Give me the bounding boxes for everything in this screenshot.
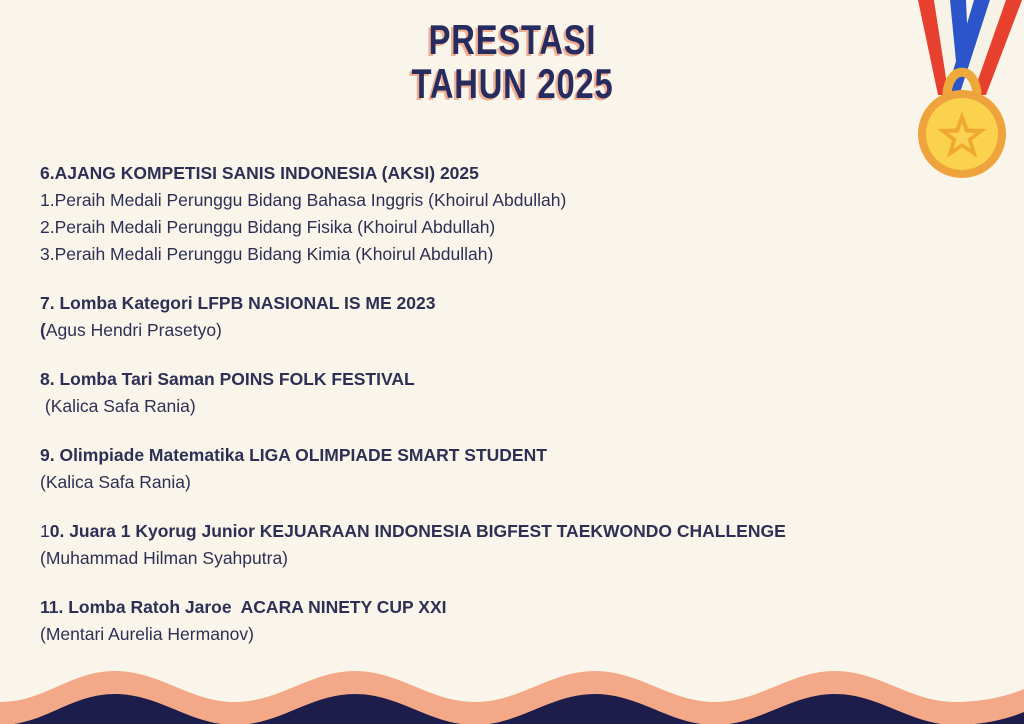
section-line [40, 187, 990, 214]
achievement-list [40, 160, 990, 670]
section-line [40, 469, 990, 496]
section-title [40, 518, 990, 545]
text-segment: (Kalica Safa Rania) [40, 396, 196, 416]
text-segment: 1.Peraih Medali Perunggu Bidang Bahasa Inggris (Khoirul Abdullah) [40, 190, 567, 210]
section-line [40, 393, 990, 420]
text-segment: 11. Lomba Ratoh Jaroe ACARA NINETY CUP XXI [40, 597, 447, 617]
text-segment: 6.AJANG KOMPETISI SANIS INDONESIA (AKSI) 2025 [40, 163, 479, 183]
text-segment: Agus Hendri Prasetyo) [45, 320, 222, 340]
text-segment: ( [40, 320, 46, 340]
title-line-1: PRESTASI [428, 16, 596, 63]
text-segment: (Muhammad Hilman Syahputra) [40, 548, 289, 568]
section-line [40, 241, 990, 268]
achievement-section [40, 518, 990, 572]
achievement-section [40, 366, 990, 420]
section-title [40, 594, 990, 621]
section-title [40, 366, 990, 393]
achievement-section [40, 290, 990, 344]
text-segment: (Mentari Aurelia Hermanov) [40, 624, 254, 644]
text-segment: 9. Olimpiade Matematika LIGA OLIMPIADE SMART STUDENT [40, 445, 547, 465]
waves-decoration [0, 634, 1024, 724]
text-segment: 3.Peraih Medali Perunggu Bidang Kimia (Khoirul Abdullah) [40, 244, 494, 264]
achievement-section [40, 442, 990, 496]
page-title [0, 18, 1024, 106]
text-segment: 8. Lomba Tari Saman POINS FOLK FESTIVAL [40, 369, 415, 389]
text-segment: 1 [40, 521, 50, 541]
gold-medal-icon [900, 0, 1024, 180]
section-line [40, 545, 990, 572]
text-segment: 2.Peraih Medali Perunggu Bidang Fisika (Khoirul Abdullah) [40, 217, 496, 237]
text-segment: 0. Juara 1 Kyorug Junior KEJUARAAN INDONESIA BIGFEST TAEKWONDO CHALLENGE [49, 521, 786, 541]
section-title [40, 160, 990, 187]
section-title [40, 442, 990, 469]
section-line [40, 317, 990, 344]
title-line-2: TAHUN 2025 [411, 60, 613, 107]
section-line [40, 214, 990, 241]
text-segment: 7. Lomba Kategori LFPB NASIONAL IS ME 2023 [40, 293, 436, 313]
section-title [40, 290, 990, 317]
text-segment: (Kalica Safa Rania) [40, 472, 191, 492]
achievement-section [40, 160, 990, 268]
